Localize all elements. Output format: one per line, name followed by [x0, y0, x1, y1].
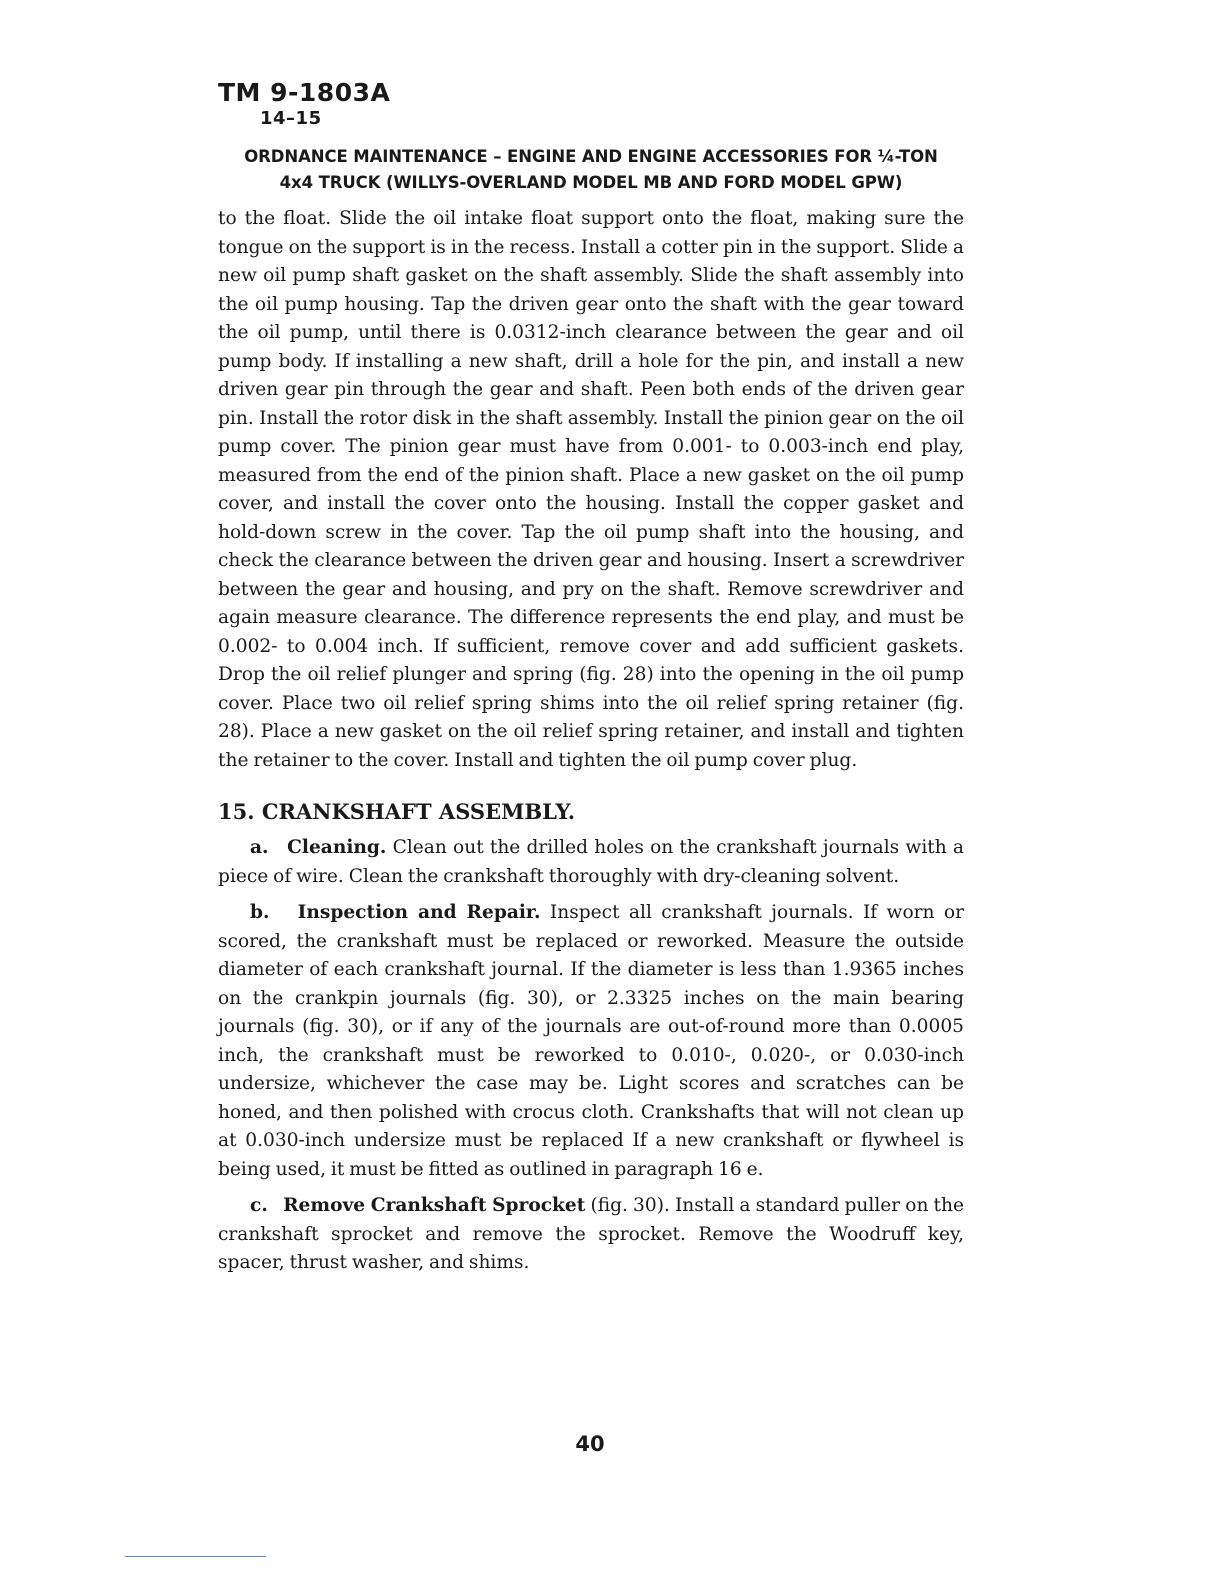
footer-rule — [125, 1556, 266, 1557]
subsection-title: Remove Crankshaft Sprocket — [283, 1195, 586, 1216]
subsection-title: Inspection and Repair. — [297, 902, 541, 923]
document-page — [218, 78, 964, 1278]
subsection-letter: b. — [250, 902, 270, 923]
subsection-letter: c. — [250, 1195, 268, 1216]
subsection-text: Inspect all crankshaft journals. If worn or scored, the crankshaft must be replaced or reworked. Measure the outside diameter of each crankshaft journal. If the diameter is less than 1.9365 inches on the crankpin journals (fig. 30), or 2.3325 inches on the main bearing journals (fig. 30), or if any of the journals are out-of-round more than 0.0005 inch, the crankshaft must be reworked to 0.010-, 0.020-, or 0.030-inch undersize, whichever the case may be. Light scores and scratches can be honed, and then polished with crocus cloth. Crankshafts that will not clean up at 0.030-inch undersize must be replaced If a new crankshaft or flywheel is being used, it must be fitted as outlined in paragraph 16 e. — [218, 902, 964, 1180]
subsection-inspection-and-repair — [218, 899, 964, 1184]
continued-paragraph: to the float. Slide the oil intake float support onto the float, making sure the tongue on the support is in the recess. Install a cotter pin in the support. Slide a new oil pump shaft gasket on the shaft assembly. Slide the shaft assembly into the oil pump housing. Tap the driven gear onto the shaft with the gear toward the oil pump, until there is 0.0312-inch clearance between the gear and oil pump body. If installing a new shaft, drill a hole for the pin, and install a new driven gear pin through the gear and shaft. Peen both ends of the driven gear pin. Install the rotor disk in the shaft assembly. Install the pinion gear on the oil pump cover. The pinion gear must have from 0.001- to 0.003-inch end play, measured from the end of the pinion shaft. Place a new gasket on the oil pump cover, and install the cover onto the housing. Install the copper gasket and hold-down screw in the cover. Tap the oil pump shaft into the housing, and check the clearance between the driven gear and housing. Insert a screwdriver between the gear and housing, and pry on the shaft. Remove screwdriver and again measure clearance. The difference represents the end play, and must be 0.002- to 0.004 inch. If sufficient, remove cover and add sufficient gaskets. Drop the oil relief plunger and spring (fig. 28) into the opening in the oil pump cover. Place two oil relief spring shims into the oil relief spring retainer (fig. 28). Place a new gasket on the oil relief spring retainer, and install and tighten the retainer to the cover. Install and tighten the oil pump cover plug. — [218, 208, 964, 771]
section-heading: 15. CRANKSHAFT ASSEMBLY. — [218, 799, 576, 824]
running-head — [218, 144, 964, 196]
subsection-remove-crankshaft-sprocket — [218, 1192, 964, 1278]
subsection-title: Cleaning. — [287, 837, 387, 858]
subsection-text: (fig. 30). Install a standard puller on the crankshaft sprocket and remove the sprocket. Remove the Woodruff key, spacer, thrust washer, and shims. — [218, 1195, 965, 1273]
paragraph-range: 14–15 — [260, 108, 322, 129]
technical-manual-number: TM 9-1803A — [218, 78, 391, 107]
running-head-line-2: 4x4 TRUCK (WILLYS-OVERLAND MODEL MB AND FORD MODEL GPW) — [279, 173, 903, 192]
subsection-letter: a. — [250, 837, 269, 858]
subsection-text: Clean out the drilled holes on the crankshaft journals with a piece of wire. Clean the crankshaft thoroughly with dry-cleaning solvent. — [218, 837, 964, 887]
subsection-cleaning — [218, 834, 964, 891]
page-number: 40 — [575, 1432, 605, 1456]
running-head-line-1: ORDNANCE MAINTENANCE – ENGINE AND ENGINE ACCESSORIES FOR ¼-TON — [244, 147, 938, 166]
